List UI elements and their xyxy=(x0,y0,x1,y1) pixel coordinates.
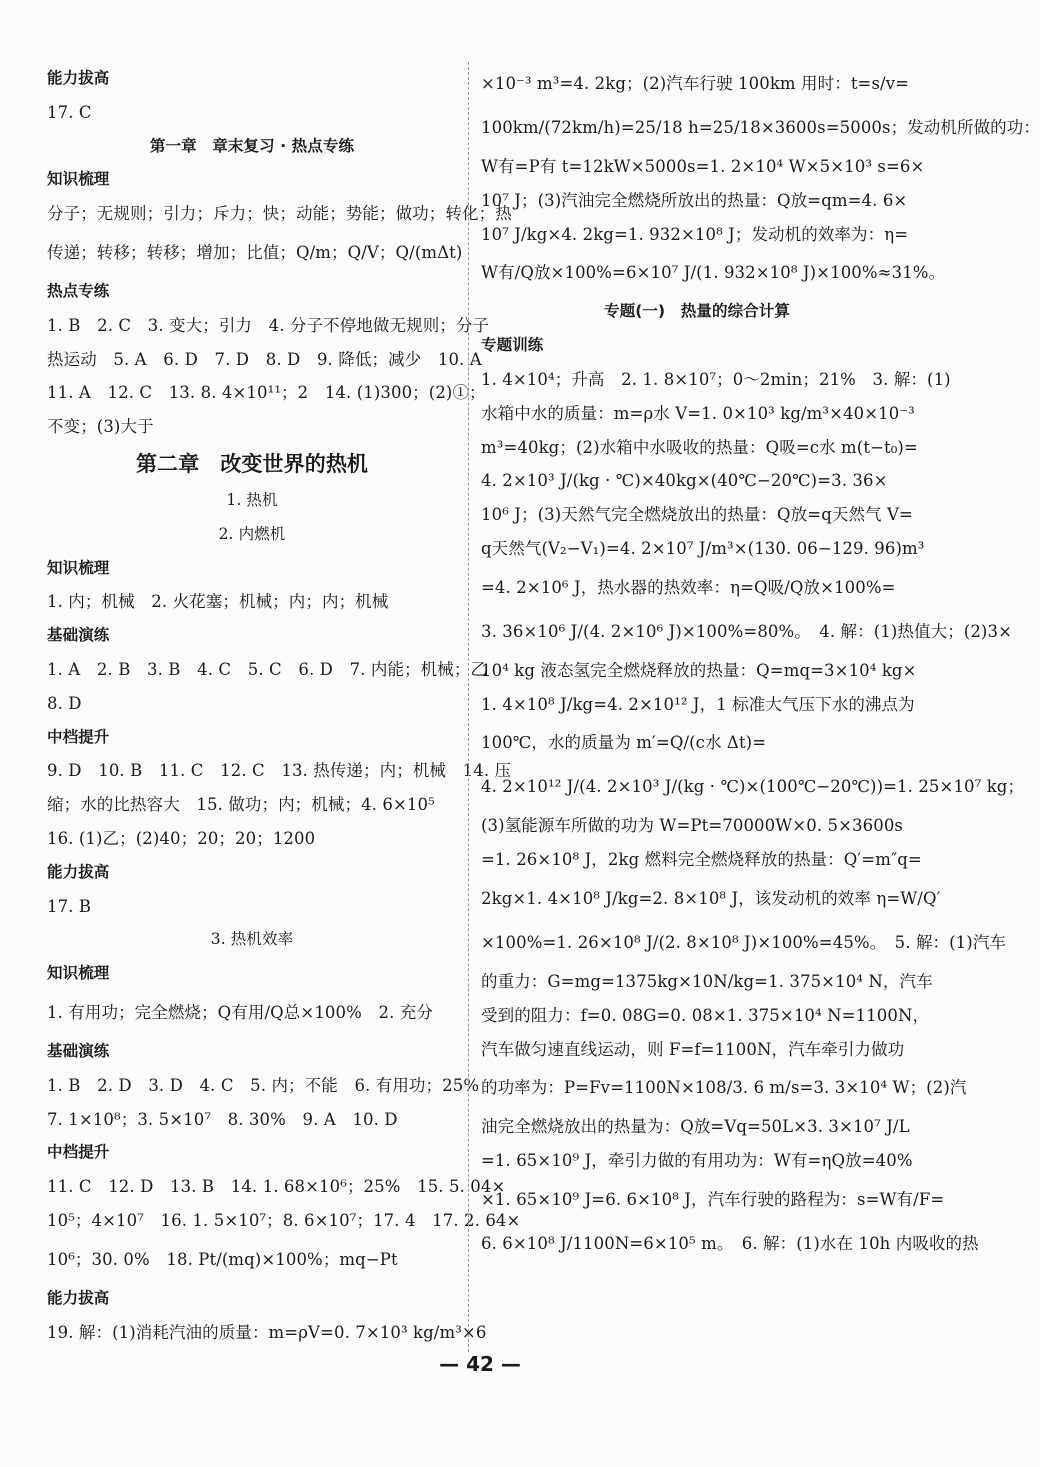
section-heading: 基础演练 xyxy=(47,1041,110,1060)
text-line: 17. C xyxy=(47,102,92,122)
text-line: 热运动 5. A 6. D 7. D 8. D 9. 降低；减少 10. A xyxy=(47,349,482,369)
text-line: 19. 解：(1)消耗汽油的质量：m=ρV=0. 7×10³ kg/m³×6 xyxy=(47,1322,487,1342)
page-number: — 42 — xyxy=(439,1352,521,1376)
right-column xyxy=(481,62,1040,1266)
text-line: 100℃，水的质量为 m′=Q/(c水 Δt)= xyxy=(481,733,767,753)
text-line: q天然气(V₂−V₁)=4. 2×10⁷ J/m³×(130. 06−129. 96)m³ xyxy=(481,538,925,558)
text-line: ×100%=1. 26×10⁸ J/(2. 8×10⁸ J)×100%=45%。 5. 解：(1)汽车 xyxy=(481,932,1007,952)
text-line: 3. 36×10⁶ J/(4. 2×10⁶ J)×100%=80%。 4. 解：(1)热值大；(2)3× xyxy=(481,621,1012,641)
text-line: 1. A 2. B 3. B 4. C 5. C 6. D 7. 内能；机械；乙 xyxy=(47,659,488,679)
text-line: =4. 2×10⁶ J，热水器的热效率：η=Q吸/Q放×100%= xyxy=(481,577,896,597)
section-heading: 知识梳理 xyxy=(47,964,110,983)
text-line: 2kg×1. 4×10⁸ J/kg=2. 8×10⁸ J，该发动机的效率 η=W/Q′ xyxy=(481,888,941,908)
text-line: 缩；水的比热容大 15. 做功；内；机械；4. 6×10⁵ xyxy=(47,795,435,815)
section-heading: 2. 内燃机 xyxy=(218,524,286,543)
section-heading: 专题训练 xyxy=(481,336,544,355)
section-heading: 能力拔高 xyxy=(47,1288,110,1307)
text-line: 6. 6×10⁸ J/1100N=6×10⁵ m。 6. 解：(1)水在 10h 内吸收的热 xyxy=(481,1233,979,1253)
section-heading: 基础演练 xyxy=(47,626,110,645)
text-line: 1. 内；机械 2. 火花塞；机械；内；内；机械 xyxy=(47,592,389,612)
section-heading: 专题(一) 热量的综合计算 xyxy=(604,302,790,321)
text-line: 8. D xyxy=(47,693,82,713)
text-line: 1. B 2. D 3. D 4. C 5. 内；不能 6. 有用功；25% xyxy=(47,1075,480,1095)
text-line: 受到的阻力：f=0. 08G=0. 08×1. 375×10⁴ N=1100N， xyxy=(481,1005,930,1025)
section-heading: 知识梳理 xyxy=(47,170,110,189)
text-line: 10⁴ kg 液态氢完全燃烧释放的热量：Q=mq=3×10⁴ kg× xyxy=(481,660,917,680)
text-line: 1. 有用功；完全燃烧；Q有用/Q总×100% 2. 充分 xyxy=(47,1002,433,1022)
text-line: 汽车做匀速直线运动，则 F=f=1100N，汽车牵引力做功 xyxy=(481,1039,905,1059)
text-line: 10⁷ J/kg×4. 2kg=1. 932×10⁸ J；发动机的效率为：η= xyxy=(481,224,909,244)
text-line: 11. A 12. C 13. 8. 4×10¹¹；2 14. (1)300；(2)①； xyxy=(47,383,486,403)
text-line: ×1. 65×10⁹ J=6. 6×10⁸ J，汽车行驶的路程为：s=W有/F= xyxy=(481,1189,945,1209)
text-line: W有/Q放×100%=6×10⁷ J/(1. 932×10⁸ J)×100%≈31%。 xyxy=(481,263,946,283)
text-line: 10⁵；4×10⁷ 16. 1. 5×10⁷；8. 6×10⁷；17. 4 17. 2. 64× xyxy=(47,1210,521,1230)
text-line: 10⁶；30. 0% 18. Pt/(mq)×100%；mq−Pt xyxy=(47,1249,398,1269)
text-line: 9. D 10. B 11. C 12. C 13. 热传递；内；机械 14. 压 xyxy=(47,761,512,781)
text-line: 油完全燃烧放出的热量为：Q放=Vq=50L×3. 3×10⁷ J/L xyxy=(481,1117,910,1137)
text-line: 7. 1×10⁸；3. 5×10⁷ 8. 30% 9. A 10. D xyxy=(47,1109,398,1129)
section-heading: 能力拔高 xyxy=(47,69,110,87)
section-heading: 热点专练 xyxy=(47,281,110,300)
section-heading: 第一章 章末复习 · 热点专练 xyxy=(149,136,355,155)
text-line: 100km/(72km/h)=25/18 h=25/18×3600s=5000s；发动机所做的功： xyxy=(481,118,1040,137)
text-line: =1. 65×10⁹ J，牵引力做的有用功为：W有=ηQ放=40% xyxy=(481,1151,913,1171)
text-line: 分子；无规则；引力；斥力；快；动能；势能；做功；转化；热 xyxy=(47,204,512,224)
section-heading: 中档提升 xyxy=(47,1143,110,1162)
text-line: 10⁶ J；(3)天然气完全燃烧放出的热量：Q放=q天然气 V= xyxy=(481,505,913,525)
text-line: 4. 2×10¹² J/(4. 2×10³ J/(kg · ℃)×(100℃−20℃))=1. 25×10⁷ kg； xyxy=(481,777,1025,797)
text-line: =1. 26×10⁸ J，2kg 燃料完全燃烧释放的热量：Q′=m″q= xyxy=(481,850,922,870)
section-heading: 第二章 改变世界的热机 xyxy=(135,451,369,476)
section-heading: 1. 热机 xyxy=(226,490,278,509)
text-line: 的功率为：P=Fv=1100N×108/3. 6 m/s=3. 3×10⁴ W；(2)汽 xyxy=(481,1078,967,1098)
text-line: 的重力：G=mg=1375kg×10N/kg=1. 375×10⁴ N，汽车 xyxy=(481,971,933,991)
text-line: 1. 4×10⁸ J/kg=4. 2×10¹² J，1 标准大气压下水的沸点为 xyxy=(481,694,915,714)
text-line: 11. C 12. D 13. B 14. 1. 68×10⁶；25% 15. 5. 04× xyxy=(47,1177,506,1197)
text-line: ×10⁻³ m³=4. 2kg；(2)汽车行驶 100km 用时：t=s/v= xyxy=(481,74,910,93)
section-heading: 能力拔高 xyxy=(47,862,110,881)
section-heading: 中档提升 xyxy=(47,727,110,746)
text-line: 传递；转移；转移；增加；比值；Q/m；Q/V；Q/(mΔt) xyxy=(47,242,463,262)
text-line: 16. (1)乙；(2)40；20；20；1200 xyxy=(47,828,316,848)
text-line: 1. 4×10⁴；升高 2. 1. 8×10⁷；0～2min；21% 3. 解：(1) xyxy=(481,369,951,389)
text-line: W有=P有 t=12kW×5000s=1. 2×10⁴ W×5×10³ s=6× xyxy=(481,157,925,176)
text-line: 1. B 2. C 3. 变大；引力 4. 分子不停地做无规则；分子 xyxy=(47,315,490,335)
text-line: m³=40kg；(2)水箱中水吸收的热量：Q吸=c水 m(t−t₀)= xyxy=(481,437,918,457)
text-line: (3)氢能源车所做的功为 W=Pt=70000W×0. 5×3600s xyxy=(481,816,904,836)
text-line: 17. B xyxy=(47,896,92,916)
section-heading: 3. 热机效率 xyxy=(210,930,294,949)
text-line: 水箱中水的质量：m=ρ水 V=1. 0×10³ kg/m³×40×10⁻³ xyxy=(481,403,915,423)
text-line: 不变；(3)大于 xyxy=(47,417,154,437)
section-heading: 知识梳理 xyxy=(47,558,110,577)
text-line: 4. 2×10³ J/(kg · ℃)×40kg×(40℃−20℃)=3. 36× xyxy=(481,471,888,491)
column-divider xyxy=(468,62,469,1352)
text-line: 10⁷ J；(3)汽油完全燃烧所放出的热量：Q放=qm=4. 6× xyxy=(481,190,908,210)
